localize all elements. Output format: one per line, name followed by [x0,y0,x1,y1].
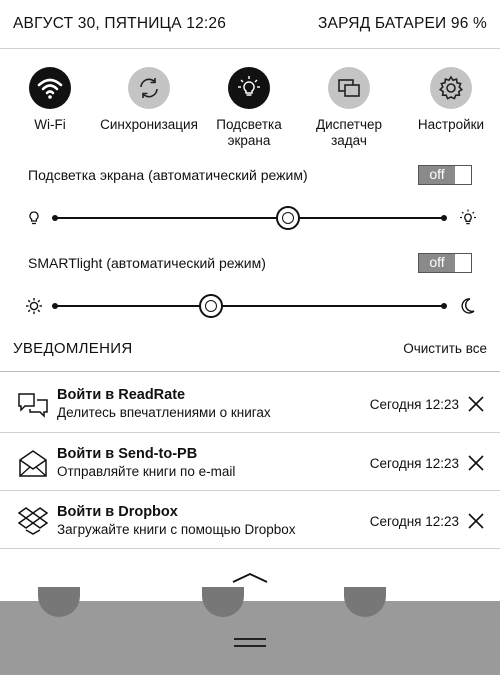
lightbulb-bright-icon [458,208,478,228]
backlight-thumb[interactable] [276,206,300,230]
moon-icon [458,296,478,316]
qs-task-manager[interactable] [299,67,399,149]
chat-bubbles-icon [16,389,50,419]
qs-backlight-label: Подсветка экрана [216,117,282,148]
notification-subtitle: Загружайте книги с помощью Dropbox [57,522,296,537]
smartlight-min-dot [52,303,58,309]
notification-subtitle: Отправляйте книги по e-mail [57,464,236,479]
smartlight-auto-row [28,251,472,275]
status-bar [0,0,500,48]
notification-time: Сегодня 12:23 [369,397,459,412]
close-icon[interactable] [467,395,485,413]
close-icon[interactable] [467,512,485,530]
qs-sync-label: Синхронизация [100,117,198,132]
notifications-title: УВЕДОМЛЕНИЯ [13,339,133,357]
smartlight-track [54,305,446,307]
notification-title: Войти в Send-to-PB [57,446,198,462]
close-icon[interactable] [467,454,485,472]
backlight-toggle-state: off [419,166,455,184]
datetime-label: АВГУСТ 30, ПЯТНИЦА 12:26 [13,15,227,32]
qs-settings-label: Настройки [417,117,485,132]
sun-icon [24,296,44,316]
smartlight-toggle-state: off [419,254,455,272]
drag-handle-line[interactable] [234,645,266,647]
qs-settings[interactable] [401,67,500,133]
notifications-header [13,338,487,358]
smartlight-auto-label: SMARTlight (автоматический режим) [28,255,266,271]
dropbox-icon [16,506,50,536]
notification-title: Войти в ReadRate [57,387,186,403]
notification-time: Сегодня 12:23 [369,456,459,471]
smartlight-auto-toggle[interactable] [418,253,472,273]
quick-settings-row [0,67,500,157]
backlight-slider[interactable] [22,203,482,233]
notif-divider-3 [0,548,500,549]
notification-time: Сегодня 12:23 [369,514,459,529]
backlight-auto-row [28,163,472,187]
clear-all-button[interactable]: Очистить все [403,340,487,356]
smartlight-thumb[interactable] [199,294,223,318]
backlight-max-dot [441,215,447,221]
smartlight-max-dot [441,303,447,309]
envelope-icon [16,448,50,478]
battery-label: ЗАРЯД БАТАРЕИ 96 % [318,15,487,32]
status-divider [0,48,500,49]
smartlight-slider[interactable] [22,291,482,321]
notif-divider-top [0,371,500,372]
backlight-auto-label: Подсветка экрана (автоматический режим) [28,167,308,183]
qs-task-manager-label: Диспетчер задач [315,117,383,148]
drag-handle-line[interactable] [234,638,266,640]
notification-item-send-to-pb[interactable] [13,432,487,490]
backlight-auto-toggle[interactable] [418,165,472,185]
backlight-min-dot [52,215,58,221]
gear-icon [430,67,472,109]
qs-wifi-label: Wi-Fi [34,117,66,132]
wifi-icon [29,67,71,109]
notification-title: Войти в Dropbox [57,504,178,520]
qs-sync[interactable] [99,67,199,133]
notification-subtitle: Делитесь впечатлениями о книгах [57,405,271,420]
backlight-track [54,217,446,219]
chevron-up-icon[interactable] [231,570,269,584]
notification-item-dropbox[interactable] [13,490,487,548]
qs-backlight[interactable] [199,67,299,149]
lightbulb-dim-icon [24,208,44,228]
task-manager-icon [328,67,370,109]
qs-wifi[interactable] [0,67,100,133]
lightbulb-icon [228,67,270,109]
sync-icon [128,67,170,109]
notification-item-readrate[interactable] [13,373,487,431]
